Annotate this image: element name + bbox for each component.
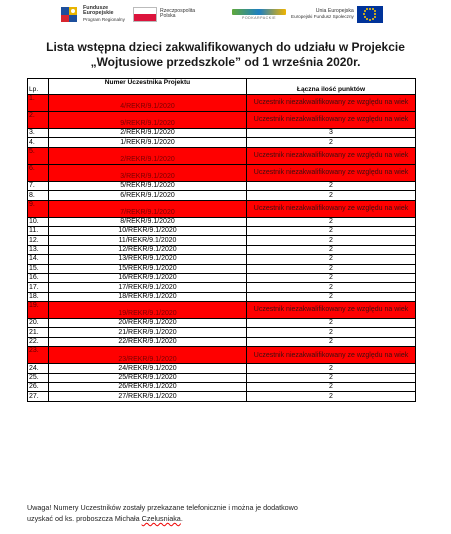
table-row [28,337,416,346]
ue-line2: Europejski Fundusz Społeczny [291,14,354,19]
row-lp: 6. [28,164,49,181]
row-number: 18/REKR/9.1/2020 [49,292,247,301]
row-points: Uczestnik niezakwalifikowany ze względu na wiek [247,200,416,217]
table-row [28,112,416,129]
row-number: 27/REKR/9.1/2020 [49,392,247,401]
row-number: 20/REKR/9.1/2020 [49,319,247,328]
row-number: 21/REKR/9.1/2020 [49,328,247,337]
logo-strip [0,2,451,26]
row-number: 26/REKR/9.1/2020 [49,383,247,392]
row-lp: 14. [28,255,49,264]
row-number: 2/REKR/9.1/2020 [49,147,247,164]
header-number: Numer Uczestnika Projektu [49,79,247,95]
row-lp: 3. [28,129,49,138]
rp-line1: Rzeczpospolita [160,7,196,14]
fundusze-europejskie-logo [60,2,125,26]
row-number: 22/REKR/9.1/2020 [49,337,247,346]
row-points: Uczestnik niezakwalifikowany ze względu na wiek [247,95,416,112]
table-row [28,255,416,264]
header-points: Łączna ilość punktów [247,79,416,95]
table-row [28,147,416,164]
row-lp: 10. [28,217,49,226]
row-number: 10/REKR/9.1/2020 [49,226,247,235]
table-row [28,181,416,190]
eu-flag-icon [357,6,383,23]
table-row [28,283,416,292]
header-lp: Lp. [28,79,49,95]
table-row [28,95,416,112]
row-number: 17/REKR/9.1/2020 [49,283,247,292]
table-row [28,364,416,373]
row-lp: 8. [28,191,49,200]
row-lp: 18. [28,292,49,301]
participants-table [27,78,416,402]
row-number: 24/REKR/9.1/2020 [49,364,247,373]
table-row [28,392,416,401]
row-number: 13/REKR/9.1/2020 [49,255,247,264]
row-lp: 16. [28,273,49,282]
row-points: 2 [247,364,416,373]
row-points: Uczestnik niezakwalifikowany ze względu na wiek [247,112,416,129]
podkarpackie-logo [230,2,288,26]
row-number: 19/REKR/9.1/2020 [49,302,247,319]
priest-name: Czelusniaka [141,514,181,523]
note-line1: Uwaga! Numery Uczestników zostały przekazane telefonicznie i można je dodatkowo [27,503,298,512]
table-row [28,129,416,138]
row-number: 1/REKR/9.1/2020 [49,138,247,147]
row-points: 2 [247,217,416,226]
table-row [28,245,416,254]
row-number: 3/REKR/9.1/2020 [49,164,247,181]
row-points: 2 [247,373,416,382]
row-points: 2 [247,292,416,301]
row-lp: 23. [28,347,49,364]
row-points: Uczestnik niezakwalifikowany ze względu na wiek [247,347,416,364]
row-lp: 4. [28,138,49,147]
row-lp: 26. [28,383,49,392]
fe-line3: Program Regionalny [83,16,125,22]
polish-flag-icon [133,7,157,22]
rzeczpospolita-logo [133,2,195,26]
row-lp: 2. [28,112,49,129]
note-line2-text: uzyskać od ks. proboszcza Michała [27,514,142,523]
row-number: 16/REKR/9.1/2020 [49,273,247,282]
unia-europejska-logo [291,2,383,26]
table-row [28,347,416,364]
row-number: 25/REKR/9.1/2020 [49,373,247,382]
row-points: 2 [247,191,416,200]
row-lp: 27. [28,392,49,401]
table-row [28,200,416,217]
row-points: 2 [247,383,416,392]
row-lp: 7. [28,181,49,190]
table-row [28,226,416,235]
row-number: 11/REKR/9.1/2020 [49,236,247,245]
row-lp: 13. [28,245,49,254]
row-number: 6/REKR/9.1/2020 [49,191,247,200]
note [27,502,427,524]
row-points: 2 [247,392,416,401]
row-lp: 5. [28,147,49,164]
row-lp: 20. [28,319,49,328]
row-number: 4/REKR/9.1/2020 [49,95,247,112]
note-line2 [27,513,427,524]
row-number: 5/REKR/9.1/2020 [49,181,247,190]
row-number: 2/REKR/9.1/2020 [49,129,247,138]
fe-line2: Europejskie [83,10,114,17]
fe-line1: Fundusze [83,5,109,12]
table-row [28,217,416,226]
row-points: 3 [247,129,416,138]
table-row [28,328,416,337]
row-points: 2 [247,226,416,235]
row-lp: 9. [28,200,49,217]
table-row [28,373,416,382]
page-title: Lista wstępna dzieci zakwalifikowanych do udziału w Projekcie [46,40,405,54]
row-points: 2 [247,337,416,346]
row-points: Uczestnik niezakwalifikowany ze względu na wiek [247,147,416,164]
row-lp: 1. [28,95,49,112]
row-lp: 24. [28,364,49,373]
row-lp: 11. [28,226,49,235]
row-points: 2 [247,245,416,254]
table-row [28,191,416,200]
row-number: 23/REKR/9.1/2020 [49,347,247,364]
row-points: 2 [247,264,416,273]
row-number: 8/REKR/9.1/2020 [49,217,247,226]
row-lp: 17. [28,283,49,292]
pk-label: PODKARPACKIE [241,15,277,20]
row-points: 2 [247,138,416,147]
row-lp: 12. [28,236,49,245]
table-row [28,302,416,319]
row-points: Uczestnik niezakwalifikowany ze względu na wiek [247,164,416,181]
row-points: 2 [247,236,416,245]
row-lp: 22. [28,337,49,346]
row-number: 9/REKR/9.1/2020 [49,112,247,129]
table-row [28,383,416,392]
row-lp: 21. [28,328,49,337]
row-lp: 15. [28,264,49,273]
row-points: 2 [247,328,416,337]
podkarpackie-icon [232,9,286,15]
row-lp: 19. [28,302,49,319]
table-row [28,264,416,273]
row-points: 2 [247,273,416,282]
row-lp: 25. [28,373,49,382]
page-subtitle: „Wojtusiowe przedszkole” od 1 września 2020r. [90,55,361,69]
table-body [28,95,416,402]
row-number: 7/REKR/9.1/2020 [49,200,247,217]
row-points: 2 [247,255,416,264]
row-points: Uczestnik niezakwalifikowany ze względu na wiek [247,302,416,319]
note-line2-end: . [180,514,183,523]
row-points: 2 [247,283,416,292]
ue-line1: Unia Europejska [315,7,354,14]
row-number: 12/REKR/9.1/2020 [49,245,247,254]
rp-line2: Polska [160,13,176,19]
table-row [28,138,416,147]
row-number: 15/REKR/9.1/2020 [49,264,247,273]
row-points: 2 [247,319,416,328]
table-row [28,164,416,181]
table-row [28,292,416,301]
row-points: 2 [247,181,416,190]
table-row [28,236,416,245]
fundusze-europejskie-icon [60,4,80,24]
table-row [28,273,416,282]
table-row [28,319,416,328]
